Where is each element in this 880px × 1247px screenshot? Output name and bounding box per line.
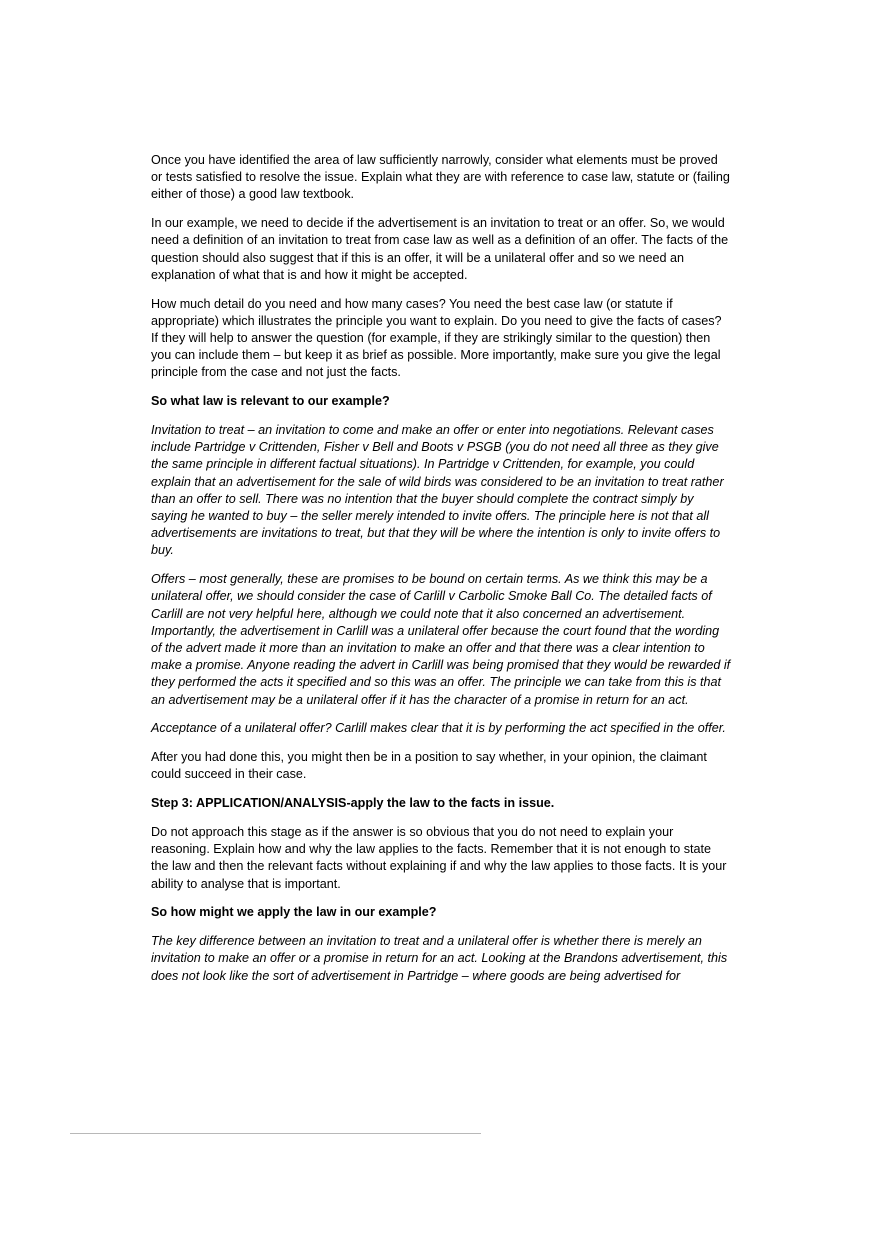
document-body: [151, 152, 731, 996]
body-paragraph: After you had done this, you might then be in a position to say whether, in your opinion, the claimant could succeed in their case.: [151, 750, 707, 782]
body-paragraph: In our example, we need to decide if the advertisement is an invitation to treat or an offer. So, we would need a definition of an invitation to treat from case law as well as a definition of an offer. The facts of the question should also suggest that if this is an offer, it will be a unilateral offer and so we need an explanation of what that is and how it might be accepted.: [151, 216, 729, 282]
example-paragraph: The key difference between an invitation to treat and a unilateral offer is whether there is merely an invitation to make an offer or a promise in return for an act. Looking at the Brandons advertisement, this does not look like the sort of advertisement in Partridge – where goods are being advertised for: [151, 934, 728, 983]
example-paragraph: Acceptance of a unilateral offer? Carlill makes clear that it is by performing the act specified in the offer.: [151, 721, 726, 736]
body-paragraph: How much detail do you need and how many cases? You need the best case law (or statute if appropriate) which illustrates the principle you want to explain. Do you need to give the facts of cases? If they will help to answer the question (for example, if they are strikingly similar to the question) then you can include them – but keep it as brief as possible. More importantly, make sure you give the legal principle from the case and not just the facts.: [151, 296, 722, 380]
body-paragraph: Do not approach this stage as if the answer is so obvious that you do not need to explain your reasoning. Explain how and why the law applies to the facts. Remember that it is not enough to state the law and then the relevant facts without explaining if and why the law applies to those facts. It is your ability to analyse that is important.: [151, 825, 727, 891]
section-heading: Step 3: APPLICATION/ANALYSIS-apply the law to the facts in issue.: [151, 796, 555, 811]
example-paragraph: Invitation to treat – an invitation to come and make an offer or enter into negotiations. Relevant cases include Partridge v Crittenden, Fisher v Bell and Boots v PSGB (you do not need all three as they give the same principle in different factual situations). In Partridge v Crittenden, for example, you could explain that an advertisement for the sale of wild birds was considered to be an invitation to treat rather than an offer to sell. There was no intention that the buyer should complete the contract simply by saying he wanted to buy – the seller merely intended to invite offers. The principle here is not that all advertisements are invitations to treat, but that they will be where the intention is only to invite offers to buy.: [151, 423, 724, 558]
body-paragraph: Once you have identified the area of law sufﬁciently narrowly, consider what elements must be proved or tests satisfied to resolve the issue. Explain what they are with reference to case law, statute or (failing either of those) a good law textbook.: [151, 153, 730, 202]
example-paragraph: Offers – most generally, these are promises to be bound on certain terms. As we think this may be a unilateral offer, we should consider the case of Carlill v Carbolic Smoke Ball Co. The detailed facts of Carlill are not very helpful here, although we could note that it also concerned an advertisement. Importantly, the advertisement in Carlill was a unilateral offer because the court found that the wording of the advert made it more than an invitation to make an offer and that there was a clear intention to make a promise. Anyone reading the advert in Carlill was being promised that they would be rewarded if they performed the acts it specified and so this was an offer. The principle we can take from this is that an advertisement may be a unilateral offer if it has the character of a promise in return for an act.: [151, 572, 731, 707]
section-heading: So how might we apply the law in our example?: [151, 905, 437, 920]
section-heading: So what law is relevant to our example?: [151, 394, 390, 409]
footnote-separator: [70, 1133, 481, 1134]
